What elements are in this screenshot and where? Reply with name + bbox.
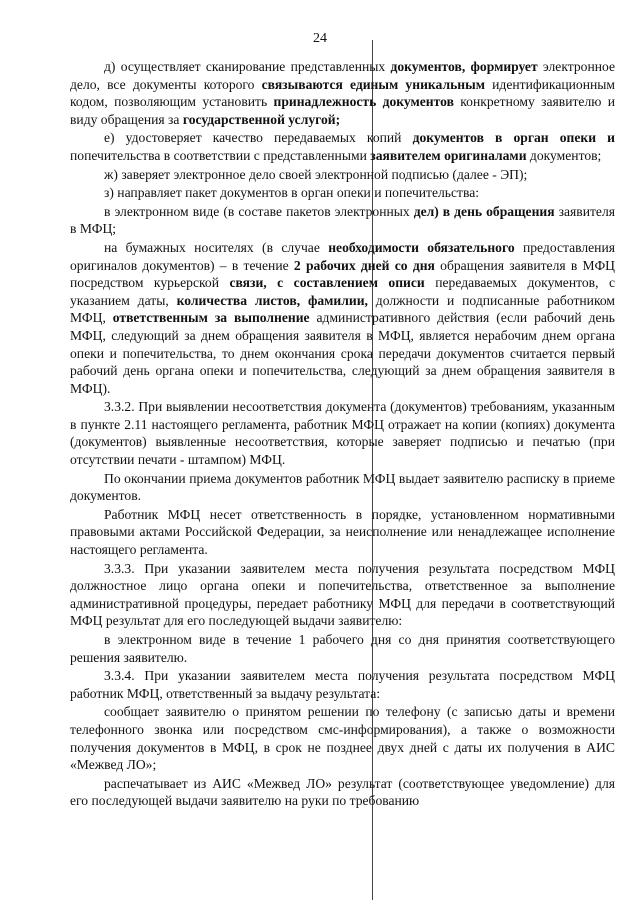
bold-text-run: количества листов, фамилии, bbox=[176, 292, 368, 308]
bold-text-run: связываются единым уникальным bbox=[261, 76, 485, 92]
bold-text-run: связи, с составлением описи bbox=[229, 275, 425, 291]
text-run: Работник МФЦ несет ответственность в порядке, установленном нормативными правовыми актами Российской Федерации, за неисполнение или ненадлежащее исполнение настоящего регламента. bbox=[70, 506, 615, 558]
text-run: е) удостоверяет качество передаваемых копий bbox=[104, 130, 413, 146]
bold-text-run: принадлежность документов bbox=[273, 94, 454, 110]
paragraph bbox=[70, 166, 615, 184]
paragraph bbox=[70, 775, 615, 810]
bold-text-run: государственной услугой; bbox=[182, 111, 341, 127]
paragraph bbox=[70, 398, 615, 468]
text-run: на бумажных носителях (в случае bbox=[104, 239, 329, 255]
text-run: передаваемых документов, с указанием даты, bbox=[70, 275, 615, 308]
paragraph bbox=[70, 203, 615, 238]
text-run: По окончании приема документов работник МФЦ выдает заявителю расписку в приеме документов. bbox=[70, 470, 615, 504]
paragraph bbox=[70, 631, 615, 666]
paragraph bbox=[70, 506, 615, 559]
bold-text-run: документов, формирует bbox=[390, 59, 538, 74]
paragraph bbox=[70, 703, 615, 773]
paragraph bbox=[70, 560, 615, 630]
paragraph bbox=[70, 470, 615, 505]
text-run: з) направляет пакет документов в орган опеки и попечительства: bbox=[104, 185, 480, 201]
text-run: распечатывает из АИС «Межвед ЛО» результат (соответствующее уведомление) для его последующей выдачи заявителю на руки по требованию bbox=[70, 775, 615, 809]
text-run: документов; bbox=[526, 147, 602, 163]
bold-text-run: 2 рабочих дней со дня bbox=[293, 257, 435, 273]
paragraph bbox=[70, 239, 615, 397]
text-run: конкретному заявителю и виду обращения за bbox=[70, 94, 615, 127]
text-run: ж) заверяет электронное дело своей электронной подписью (далее - ЭП); bbox=[104, 166, 528, 182]
text-run: 3.3.2. При выявлении несоответствия документа (документов) требованиям, указанным в пункте 2.11 настоящего регламента, работник МФЦ отражает на копии (копиях) документа (документов) выявленные несоответствия, которые заверяет подписью и печатью (при отсутствии печати - штампом) МФЦ. bbox=[70, 399, 615, 468]
text-run: попечительства в соответствии с представленными bbox=[70, 147, 371, 163]
document-body bbox=[70, 58, 615, 810]
paragraph bbox=[70, 58, 615, 128]
paragraph bbox=[70, 184, 615, 202]
text-run: предоставления оригиналов документов) – в течение bbox=[70, 239, 615, 273]
text-run: электронное дело, все документы которого bbox=[70, 59, 616, 92]
bold-text-run: ответственным за выполнение bbox=[112, 310, 310, 326]
text-run: заявителя в МФЦ; bbox=[70, 203, 615, 237]
text-run: обращения заявителя в МФЦ посредством курьерской bbox=[70, 257, 615, 291]
text-run: в электронном виде (в составе пакетов электронных bbox=[104, 203, 414, 219]
bold-text-run: дел) в день обращения bbox=[413, 203, 555, 219]
text-run: в электронном виде в течение 1 рабочего дня со дня принятия соответствующего решения заявителю. bbox=[70, 632, 615, 665]
text-run: должности и подписанные работником МФЦ, bbox=[70, 292, 615, 326]
text-run: административного действия (если рабочий день МФЦ, следующий за днем обращения заявителя в МФЦ, является нерабочим днем органа опеки и попечительства, то днем окончания срока передачи документов считается первый рабочий день органа опеки и попечительства, следующий за днем обращения заявителя в МФЦ). bbox=[70, 310, 615, 396]
text-run: 3.3.3. При указании заявителем места получения результата посредством МФЦ должностное лицо органа опеки и попечительства, ответственное за выполнение административной процедуры, передает работнику МФЦ для передачи в соответствующий МФЦ результат для его последующей выдачи заявителю: bbox=[70, 560, 615, 629]
text-run: д) осуществляет сканирование представленных bbox=[104, 59, 391, 74]
text-run: идентификационным кодом, позволяющим установить bbox=[70, 76, 615, 110]
bold-text-run: необходимости обязательного bbox=[328, 239, 515, 255]
paragraph bbox=[70, 129, 615, 164]
page-number: 24 bbox=[313, 31, 327, 46]
bold-text-run: заявителем оригиналами bbox=[370, 147, 527, 163]
paragraph bbox=[70, 667, 615, 702]
text-run: сообщает заявителю о принятом решении по телефону (с записью даты и времени телефонного звонка или посредством смс-информирования), а также о возможности получения документов в МФЦ, в срок не позднее двух дней с даты их получения в АИС «Межвед ЛО»; bbox=[70, 704, 615, 773]
bold-text-run: документов в орган опеки и bbox=[412, 130, 616, 146]
text-run: 3.3.4. При указании заявителем места получения результата посредством МФЦ работник МФЦ, ответственный за выдачу результата: bbox=[70, 668, 615, 701]
